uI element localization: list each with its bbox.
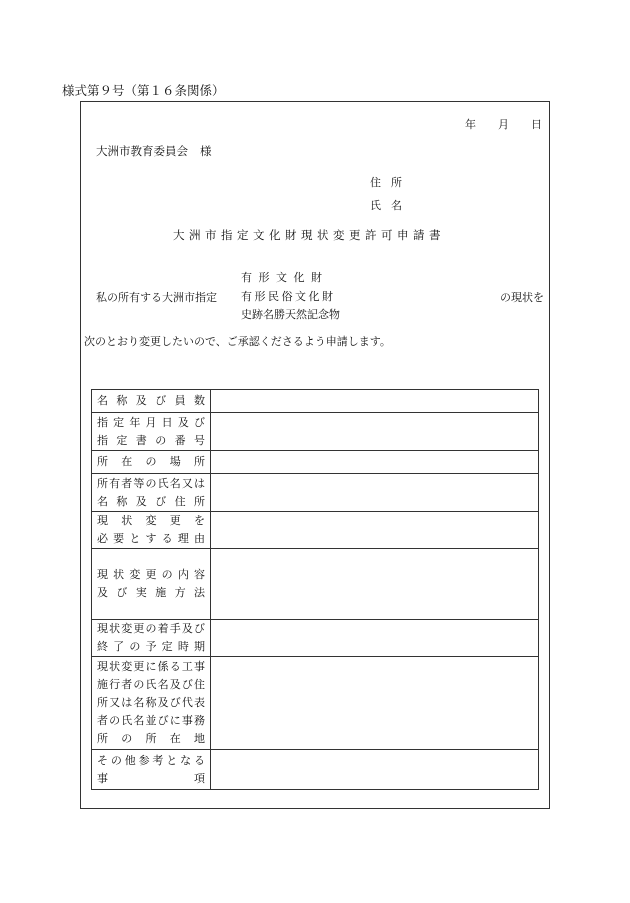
addressee-honorific: 様: [200, 144, 212, 158]
row-value-field[interactable]: [211, 413, 539, 451]
document-title: 大洲市指定文化財現状変更許可申請書: [173, 228, 445, 242]
row-label: 所在の場所: [92, 451, 211, 474]
row-value-field[interactable]: [211, 657, 539, 750]
row-value-field[interactable]: [211, 549, 539, 620]
row-label: 所有者等の氏名又は 名称及び住所: [92, 474, 211, 512]
row-label: 現状変更を 必要とする理由: [92, 512, 211, 549]
row-label: 現状変更の内容 及び実施方法: [92, 549, 211, 620]
form-number-label: 様式第９号（第１６条関係）: [62, 83, 225, 98]
row-label: 現状変更に係る工事 施行者の氏名及び住 所又は名称及び代表 者の氏名並びに事務 所の所在地: [92, 657, 211, 750]
table-row: [92, 620, 539, 657]
request-text: 次のとおり変更したいので、ご承認くださるよう申請します。: [84, 335, 391, 348]
table-row: [92, 549, 539, 620]
table-row: [92, 750, 539, 790]
row-label: 名称及び員数: [92, 390, 211, 413]
row-label: 現状変更の着手及び 終了の予定時期: [92, 620, 211, 657]
date-row: [465, 116, 564, 132]
row-value-field[interactable]: [211, 451, 539, 474]
date-day: 日: [531, 118, 542, 131]
table-row: [92, 512, 539, 549]
table-row: [92, 413, 539, 451]
applicant-address-label: 住所: [370, 176, 412, 189]
date-year: 年: [465, 118, 476, 131]
addressee-name: 大洲市教育委員会: [96, 144, 188, 158]
table-row: [92, 390, 539, 413]
intro-suffix: の現状を: [500, 291, 544, 304]
row-value-field[interactable]: [211, 750, 539, 790]
addressee: [96, 143, 212, 159]
application-items-table: [91, 389, 539, 790]
row-value-field[interactable]: [211, 390, 539, 413]
row-value-field[interactable]: [211, 620, 539, 657]
row-label: 指定年月日及び 指定書の番号: [92, 413, 211, 451]
row-value-field[interactable]: [211, 512, 539, 549]
date-month: 月: [498, 118, 509, 131]
property-type-folk: 有形民俗文化財: [241, 290, 336, 303]
table-row: [92, 474, 539, 512]
table-row: [92, 657, 539, 750]
row-value-field[interactable]: [211, 474, 539, 512]
row-label: その他参考となる 事項: [92, 750, 211, 790]
table-row: [92, 451, 539, 474]
property-type-tangible: 有形文化財: [241, 271, 329, 284]
intro-prefix: 私の所有する大洲市指定: [96, 291, 217, 304]
property-type-monument: 史跡名勝天然記念物: [241, 308, 340, 321]
applicant-name-label: 氏名: [370, 199, 412, 212]
